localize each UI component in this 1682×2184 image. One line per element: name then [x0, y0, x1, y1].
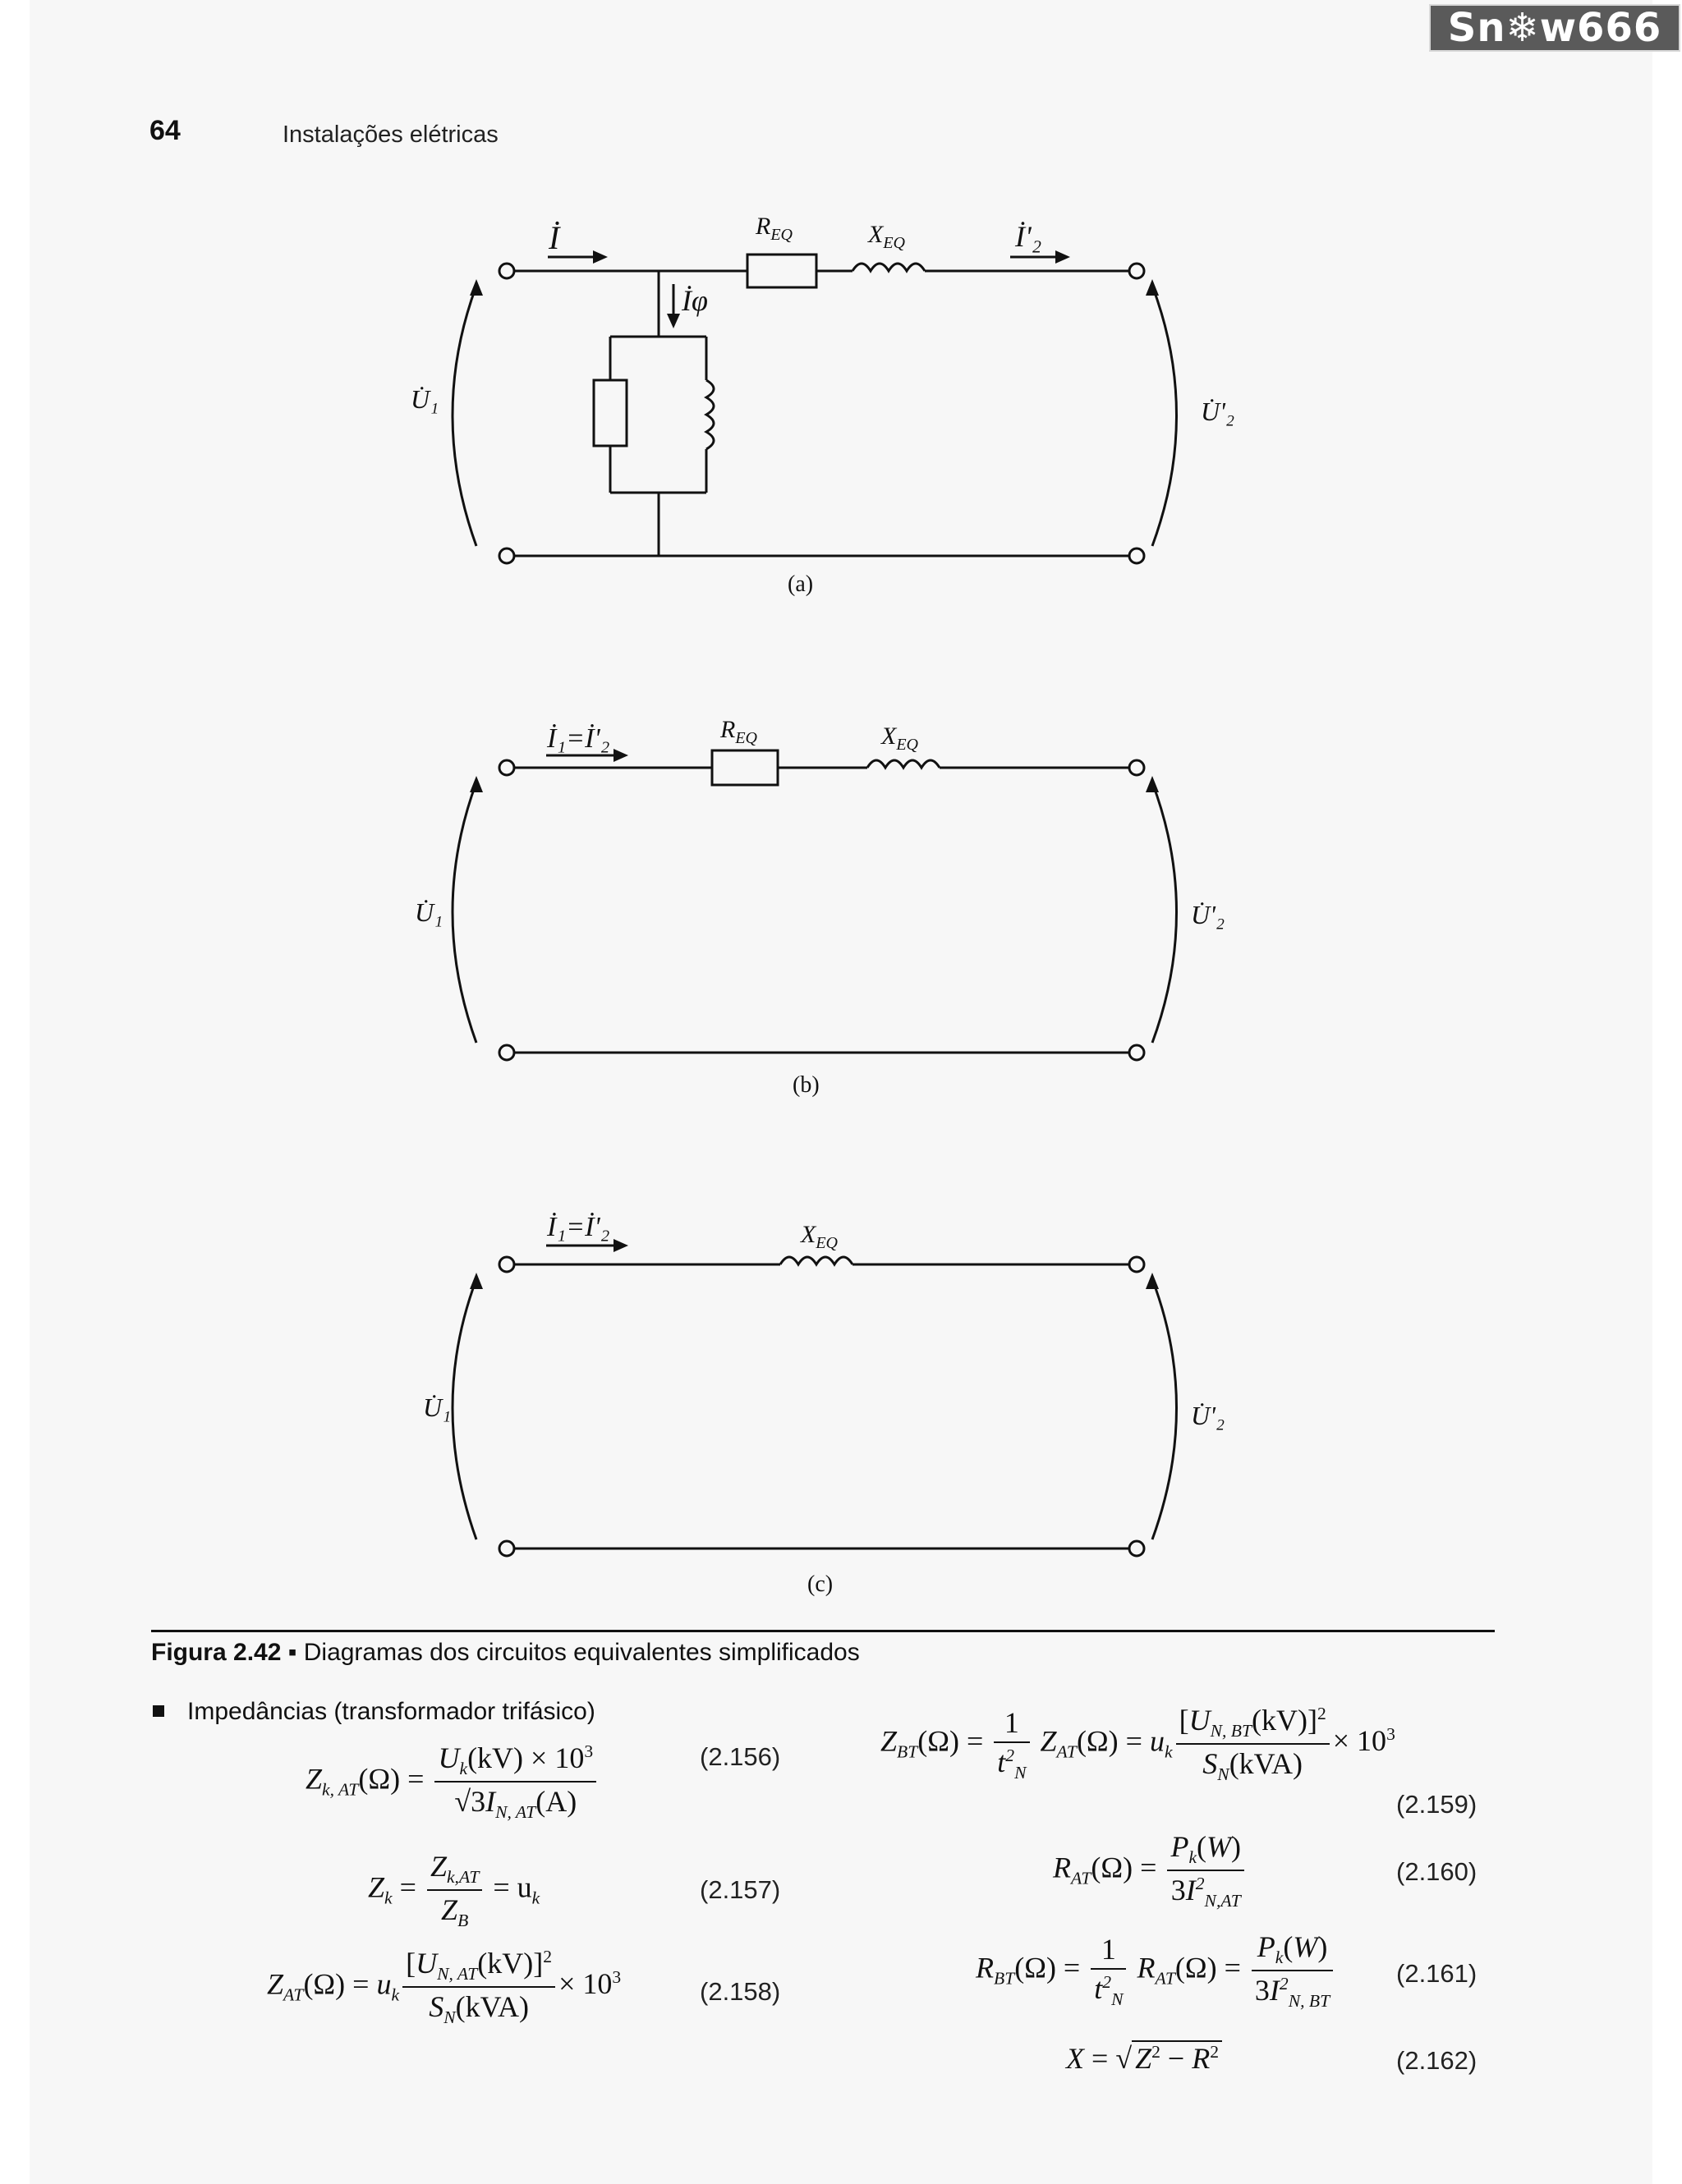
voltage-arc-u2: [1152, 782, 1177, 1043]
resistor-req: [747, 255, 816, 287]
label-xeq: X: [801, 1221, 816, 1248]
panel-label-a: (a): [788, 571, 814, 597]
label-u2: U̇'₂: [1201, 397, 1235, 426]
label-u2: U̇'₂: [1191, 1401, 1225, 1430]
caption-rule: [151, 1630, 1495, 1632]
label-u2: U̇'₂: [1191, 900, 1225, 929]
terminal: [1129, 1045, 1144, 1060]
figure-caption: [151, 1639, 860, 1667]
terminal: [499, 760, 514, 775]
equation-number: (2.160): [1396, 1857, 1477, 1886]
equation-number: (2.156): [700, 1742, 781, 1771]
inductor-xeq: [852, 264, 925, 271]
equation-2-159: $Z_{BT}(\Omega)$ = $\frac{1}{t^2_N}$ $Z_{AT}(\Omega) = u_k$ $\frac{[U_{N, BT}(kV)]^2}{S_N(kVA)}$ × $10^3$: [880, 1704, 1395, 1785]
label-i1-eq-i2: İ₁=İ'₂: [547, 723, 610, 754]
terminal: [499, 264, 514, 278]
voltage-arc-u2: [1152, 1279, 1177, 1539]
label-req-sub: EQ: [735, 729, 757, 747]
panel-label-c: (c): [807, 1571, 834, 1597]
terminal: [499, 1541, 514, 1556]
terminal: [499, 1045, 514, 1060]
label-u1: U̇₁: [423, 1393, 452, 1422]
svg-text:XEQ: [800, 1221, 839, 1252]
equation-2-156: $Z_{k, AT}(\Omega)$ = $\frac{U_k(kV) \times 10^3}{√3I_{N, AT}(A)}$: [306, 1741, 600, 1823]
equation-number: (2.161): [1396, 1959, 1477, 1988]
label-req-sub: EQ: [770, 226, 793, 244]
running-title: Instalações elétricas: [283, 122, 499, 148]
label-xeq: X: [868, 221, 884, 248]
section-bullet: [153, 1698, 595, 1726]
voltage-arc-u1: [453, 1279, 476, 1539]
label-req: R: [720, 716, 736, 743]
equation-number: (2.159): [1396, 1790, 1477, 1819]
label-req: R: [756, 213, 771, 240]
page-number: 64: [149, 115, 181, 146]
svg-text:REQ: [719, 716, 758, 747]
terminal: [1129, 264, 1144, 278]
equation-2-160: $R_{AT}(\Omega)$ = $\frac{P_k(W)}{3I^2_{N,AT}}$: [1053, 1829, 1248, 1911]
terminal: [499, 1257, 514, 1272]
caption-text: Diagramas dos circuitos equivalentes simplificados: [303, 1639, 860, 1666]
svg-text:XEQ: [867, 221, 906, 252]
label-xeq: X: [881, 723, 897, 750]
bullet-square-icon: [153, 1705, 164, 1717]
inductor-xeq: [780, 1257, 852, 1264]
caption-label: Figura 2.42: [151, 1639, 282, 1666]
svg-text:REQ: [755, 213, 793, 244]
label-i1-eq-i2: İ₁=İ'₂: [547, 1212, 610, 1242]
equation-number: (2.157): [700, 1875, 781, 1904]
equation-2-162: X = √ $Z^2 - R^2$: [1066, 2041, 1222, 2076]
terminal: [1129, 1257, 1144, 1272]
terminal: [1129, 548, 1144, 563]
terminal: [1129, 760, 1144, 775]
label-xeq-sub: EQ: [883, 234, 905, 252]
equation-2-157: $Z_k$ = $\frac{Z_{k,AT}}{Z_B}$ = $u_k$: [368, 1850, 540, 1931]
panel-label-b: (b): [793, 1072, 820, 1098]
equation-2-161: $R_{BT}(\Omega)$ = $\frac{1}{t^2_N}$ $R_{AT}(\Omega)$ = $\frac{P_k(W)}{3I^2_{N, BT}}$: [976, 1929, 1336, 2012]
watermark: Sn❄w666: [1429, 4, 1680, 52]
inductor-xeq: [867, 760, 940, 768]
label-xeq-sub: EQ: [816, 1234, 838, 1252]
terminal: [1129, 1541, 1144, 1556]
label-iphi: İφ: [682, 284, 708, 317]
voltage-arc-u2: [1152, 286, 1177, 546]
svg-text:XEQ: [880, 723, 919, 754]
voltage-arc-u1: [453, 286, 476, 546]
equation-2-158: $Z_{AT}(\Omega) = u_k$ $\frac{[U_{N, AT}(kV)]^2}{S_N(kVA)}$ × $10^3$: [267, 1947, 622, 2028]
inductor-magnetizing: [706, 380, 714, 449]
equation-number: (2.162): [1396, 2046, 1477, 2075]
circuit-c: [423, 1212, 1225, 1597]
equation-number: (2.158): [700, 1977, 781, 2006]
resistor-magnetizing: [594, 380, 627, 446]
label-xeq-sub: EQ: [896, 736, 918, 754]
circuit-a: [411, 213, 1234, 597]
circuit-b: [415, 716, 1225, 1098]
caption-separator: ▪: [287, 1639, 297, 1666]
bullet-text: Impedâncias (transformador trifásico): [187, 1698, 595, 1725]
label-i: İ: [549, 219, 560, 256]
resistor-req: [712, 750, 778, 785]
voltage-arc-u1: [453, 782, 476, 1043]
terminal: [499, 548, 514, 563]
label-u1: U̇₁: [415, 897, 443, 927]
label-u1: U̇₁: [411, 384, 439, 414]
label-i2: İ'₂: [1015, 220, 1042, 253]
